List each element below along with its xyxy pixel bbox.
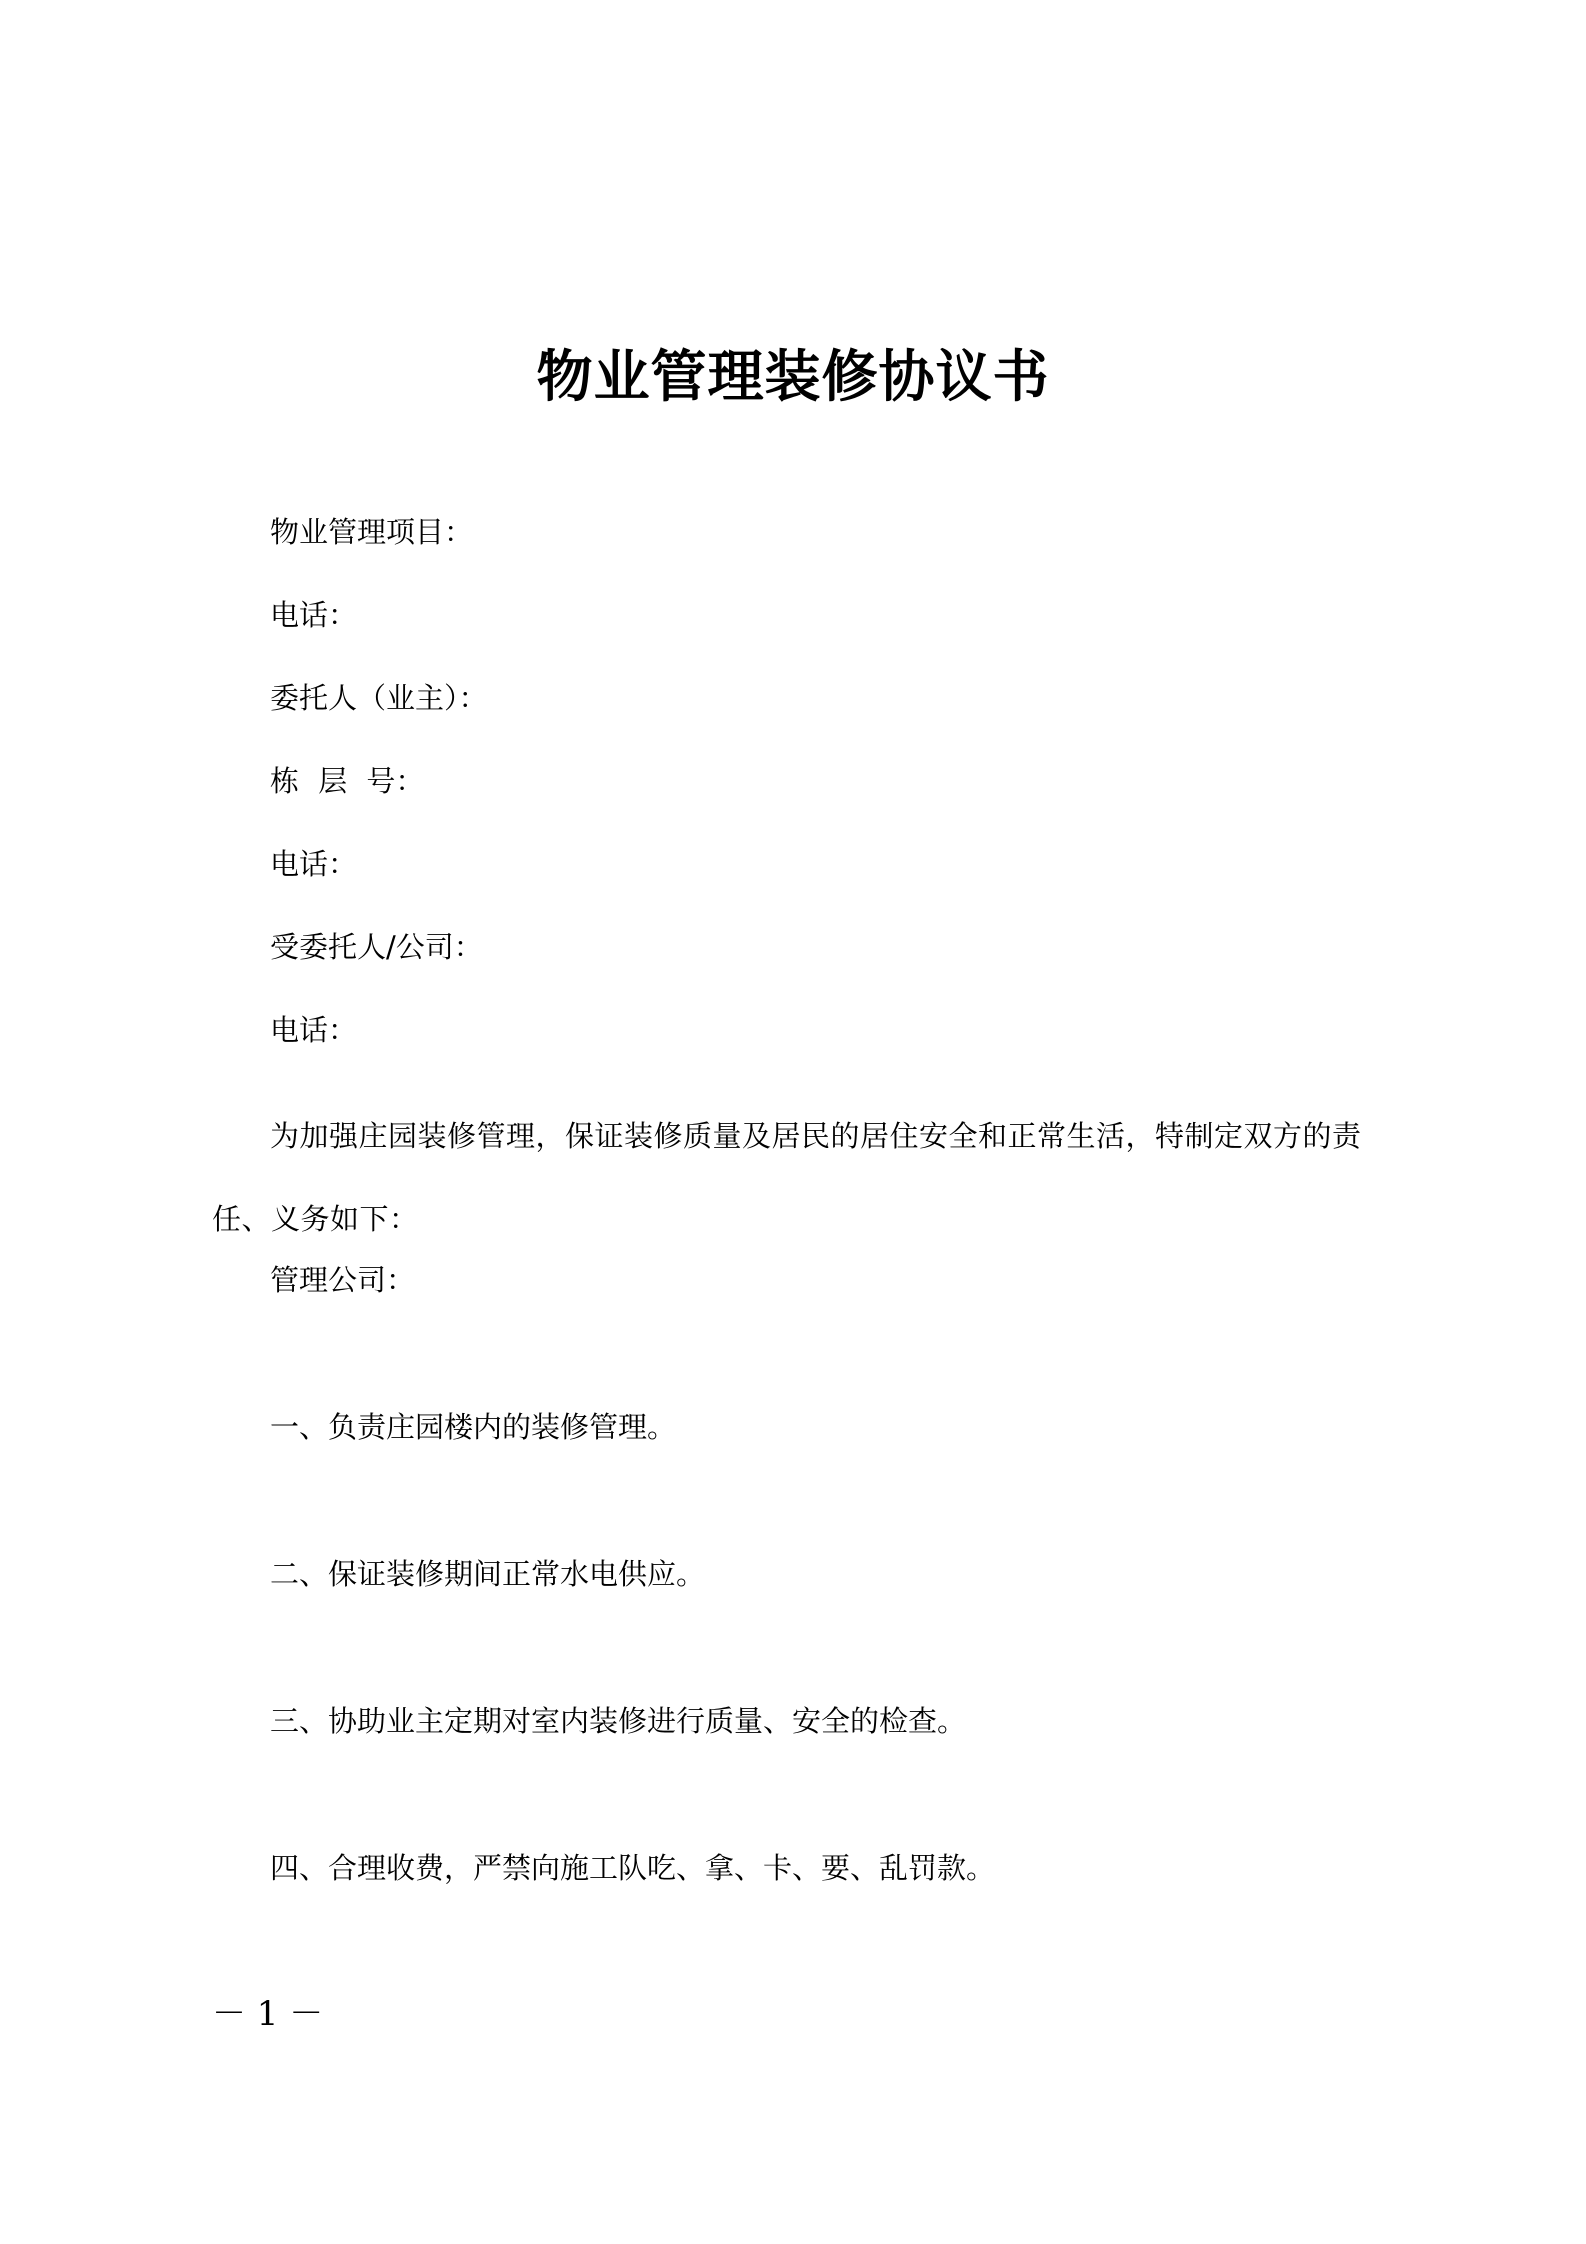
section-heading-management-company: 管理公司： [270,1263,416,1297]
clause-item: 一、负责庄园楼内的装修管理。 [270,1410,677,1444]
field-property-project: 物业管理项目： [270,515,474,549]
document-title: 物业管理装修协议书 [536,345,1050,410]
intro-paragraph: 为加强庄园装修管理，保证装修质量及居民的居住安全和正常生活，特制定双方的责任、义务如下： [212,1119,1362,1236]
field-phone-1: 电话： [270,598,358,632]
clause-item: 二、保证装修期间正常水电供应。 [270,1557,706,1591]
page-number: － 1 － [212,1994,324,2034]
clause-item: 四、合理收费，严禁向施工队吃、拿、卡、要、乱罚款。 [270,1851,996,1885]
field-agent-company: 受委托人/公司： [270,930,483,964]
clause-item: 三、协助业主定期对室内装修进行质量、安全的检查。 [270,1704,967,1738]
field-phone-3: 电话： [270,1013,358,1047]
field-building-floor-number: 栋 层 号： [270,764,425,798]
field-principal-owner: 委托人（业主）： [270,681,488,715]
field-phone-2: 电话： [270,847,358,881]
